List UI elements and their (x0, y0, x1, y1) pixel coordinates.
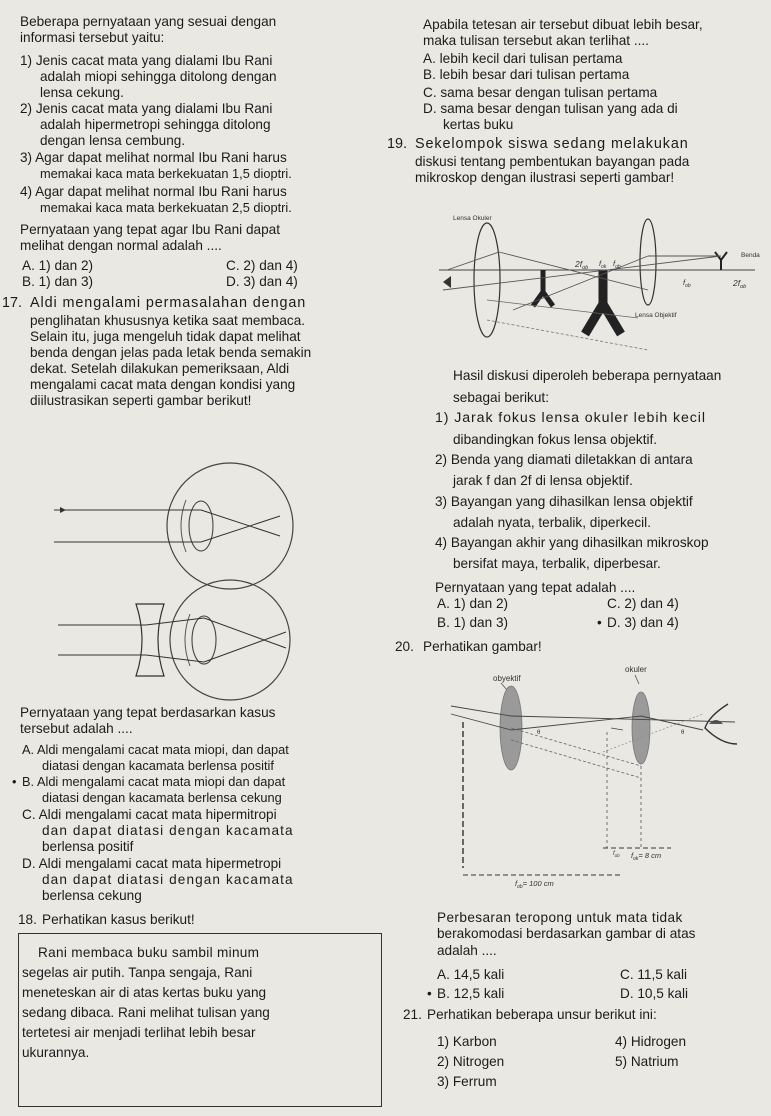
q18-stem-2: maka tulisan tersebut akan terlihat .... (423, 33, 649, 48)
q16-option-c[interactable]: C. 2) dan 4) (226, 258, 298, 273)
telescope-fok-label: f (631, 851, 634, 860)
q16-item-3b: memakai kaca mata berkekuatan 1,5 dioptri. (40, 166, 292, 181)
microscope-fok-label: f (599, 259, 602, 268)
q20-option-c[interactable]: C. 11,5 kali (620, 967, 687, 982)
q19-item-3b: adalah nyata, terbalik, diperkecil. (453, 515, 651, 530)
q19-stem: Pernyataan yang tepat adalah .... (435, 580, 636, 595)
q17-option-d-1[interactable]: D. Aldi mengalami cacat mata hipermetropi (22, 856, 282, 871)
telescope-fob-label: f (515, 879, 518, 888)
q21-title: Perhatikan beberapa unsur berikut ini: (427, 1007, 657, 1022)
microscope-2fob-left-sub: ob (582, 265, 589, 271)
q17-text-7: diilustrasikan seperti gambar berikut! (30, 393, 252, 408)
q18-box-line-6: ukurannya. (22, 1045, 90, 1060)
telescope-objective-label: obyektif (493, 674, 521, 683)
q20-stem-3: adalah .... (437, 943, 497, 958)
q17-option-c-3: berlensa positif (42, 839, 134, 854)
q16-item-2b: adalah hipermetropi sehingga ditolong (40, 117, 271, 132)
q16-item-3a: 3) Agar dapat melihat normal Ibu Rani harus (20, 150, 287, 165)
q19-number: 19. (387, 136, 408, 152)
microscope-2fob-right: 2f (733, 278, 741, 288)
telescope-fob-eq: = 100 cm (522, 879, 554, 888)
q17-option-a-2: diatasi dengan kacamata berlensa positif (42, 758, 274, 773)
q19-text-2: diskusi tentang pembentukan bayangan pada (415, 154, 690, 169)
q17-stem-1: Pernyataan yang tepat berdasarkan kasus (20, 705, 276, 720)
q16-stem-2: melihat dengan normal adalah .... (20, 238, 222, 253)
q18-box-line-5: tertetesi air menjadi terlihat lebih besar (22, 1025, 256, 1040)
q18-option-c[interactable]: C. sama besar dengan tulisan pertama (423, 85, 658, 100)
q18-option-b[interactable]: B. lebih besar dari tulisan pertama (423, 67, 630, 82)
microscope-fob-top-label: f (613, 259, 616, 268)
q16-item-4a: 4) Agar dapat melihat normal Ibu Rani harus (20, 184, 287, 199)
q17-text-2: penglihatan khususnya ketika saat membaca. (30, 313, 306, 328)
q20-option-d[interactable]: D. 10,5 kali (620, 986, 689, 1001)
q18-number: 18. (18, 912, 37, 927)
q19-item-4b: bersifat maya, terbalik, diperbesar. (453, 556, 661, 571)
q20-title: Perhatikan gambar! (423, 639, 542, 654)
q17-option-d-2: dan dapat diatasi dengan kacamata (42, 872, 294, 887)
q16-stem-1: Pernyataan yang tepat agar Ibu Rani dapat (20, 222, 280, 237)
q19-item-3a: 3) Bayangan yang dihasilkan lensa objektif (435, 494, 693, 509)
microscope-2fob-right-sub: ob (740, 284, 747, 290)
q17-number: 17. (2, 295, 23, 311)
q17-option-b-2: diatasi dengan kacamata berlensa cekung (42, 790, 282, 805)
q20-number: 20. (395, 639, 414, 654)
telescope-ocular-label: okuler (625, 665, 647, 674)
microscope-2fob-left: 2f (575, 259, 583, 269)
svg-text:θ: θ (537, 730, 541, 736)
q16-option-d[interactable]: D. 3) dan 4) (226, 274, 298, 289)
microscope-fob-top-sub: ob (615, 264, 621, 270)
q19-item-1b: dibandingkan fokus lensa objektif. (453, 432, 658, 447)
q19-result-1: Hasil diskusi diperoleh beberapa pernyataan (453, 368, 722, 383)
q19-result-2: sebagai berikut: (453, 390, 549, 405)
microscope-fok-sub: ok (601, 264, 607, 270)
microscope-objective-label: Lensa Objektif (635, 312, 677, 319)
q19-item-2a: 2) Benda yang diamati diletakkan di antara (435, 452, 693, 467)
telescope-fob-small-sub: ob (614, 853, 620, 858)
q18-box-line-3: meneteskan air di atas kertas buku yang (22, 985, 267, 1000)
q21-item-5: 5) Natrium (615, 1054, 679, 1069)
q16-item-2c: dengan lensa cembung. (40, 133, 186, 148)
q21-number: 21. (403, 1007, 422, 1022)
q19-option-c[interactable]: C. 2) dan 4) (607, 596, 679, 611)
q17-text-1: Aldi mengalami permasalahan dengan (30, 295, 307, 311)
q18-option-d-cont: kertas buku (443, 117, 514, 132)
q21-item-1: 1) Karbon (437, 1034, 497, 1049)
q16-intro-line-2: informasi tersebut yaitu: (20, 30, 165, 45)
svg-text:fob (613, 851, 620, 858)
q20-option-a[interactable]: A. 14,5 kali (437, 967, 505, 982)
microscope-fob-right-sub: ob (685, 283, 691, 289)
microscope-fob-right-label: f (683, 278, 686, 287)
telescope-fob-small: f (613, 851, 615, 857)
q17-option-c-1[interactable]: C. Aldi mengalami cacat mata hipermitropi (22, 807, 277, 822)
svg-text:fok= 8 cm (631, 851, 661, 862)
q16-option-a[interactable]: A. 1) dan 2) (22, 258, 94, 273)
q20-stem-1: Perbesaran teropong untuk mata tidak (437, 910, 683, 925)
telescope-fob-sub: ob (517, 884, 523, 890)
microscope-ocular-label: Lensa Okuler (453, 215, 492, 222)
q16-option-b[interactable]: B. 1) dan 3) (22, 274, 94, 289)
q18-stem-1: Apabila tetesan air tersebut dibuat lebih besar, (423, 17, 703, 32)
q19-option-b[interactable]: B. 1) dan 3) (437, 615, 509, 630)
q16-item-1a: 1) Jenis cacat mata yang dialami Ibu Rani (20, 53, 273, 68)
q19-text-1: Sekelompok siswa sedang melakukan (415, 136, 689, 152)
q20-stem-2: berakomodasi berdasarkan gambar di atas (437, 926, 696, 941)
q17-text-3: Selain itu, juga mengeluh tidak dapat melihat (30, 329, 301, 344)
q18-box-line-2: segelas air putih. Tanpa sengaja, Rani (22, 965, 253, 980)
q18-option-a[interactable]: A. lebih kecil dari tulisan pertama (423, 51, 623, 66)
q18-option-d[interactable]: D. sama besar dengan tulisan yang ada di (423, 101, 678, 116)
q17-stem-2: tersebut adalah .... (20, 721, 133, 736)
q18-box-line-1: Rani membaca buku sambil minum (38, 945, 260, 960)
microscope-object-label: Benda (741, 252, 760, 259)
q21-item-3: 3) Ferrum (437, 1074, 497, 1089)
q17-text-5: dekat. Setelah dilakukan pemeriksaan, Aldi (30, 361, 290, 376)
q21-item-2: 2) Nitrogen (437, 1054, 505, 1069)
telescope-fok-eq: = 8 cm (638, 851, 662, 860)
q20-option-b[interactable]: • B. 12,5 kali (437, 986, 504, 1002)
q16-item-4b: memakai kaca mata berkekuatan 2,5 dioptri. (40, 200, 292, 215)
q16-item-1b: adalah miopi sehingga ditolong dengan (40, 69, 277, 84)
svg-text:θ: θ (681, 730, 685, 736)
q17-option-a-1[interactable]: A. Aldi mengalami cacat mata miopi, dan dapat (22, 742, 289, 757)
q16-item-1c: lensa cekung. (40, 85, 124, 100)
q17-text-4: benda dengan jelas pada letak benda semakin (30, 345, 312, 360)
q18-box-line-4: sedang dibaca. Rani melihat tulisan yang (22, 1005, 270, 1020)
telescope-fok-sub: ok (633, 856, 639, 862)
q18-title: Perhatikan kasus berikut! (42, 912, 195, 927)
q17-option-c-2: dan dapat diatasi dengan kacamata (42, 823, 294, 838)
q17-text-6: mengalami cacat mata dengan kondisi yang (30, 377, 296, 392)
q21-item-4: 4) Hidrogen (615, 1034, 687, 1049)
q19-item-2b: jarak f dan 2f di lensa objektif. (453, 473, 633, 488)
q17-option-d-3: berlensa cekung (42, 888, 142, 903)
q17-option-b-1[interactable]: • B. Aldi mengalami cacat mata miopi dan dapat (22, 774, 285, 790)
q16-item-2a: 2) Jenis cacat mata yang dialami Ibu Rani (20, 101, 273, 116)
q19-option-d[interactable]: • D. 3) dan 4) (607, 615, 679, 631)
q16-intro-line-1: Beberapa pernyataan yang sesuai dengan (20, 14, 277, 29)
q19-text-3: mikroskop dengan ilustrasi seperti gambar! (415, 170, 675, 185)
q19-option-a[interactable]: A. 1) dan 2) (437, 596, 509, 611)
svg-text:fob= 100 cm (515, 879, 554, 890)
q19-item-1a: 1) Jarak fokus lensa okuler lebih kecil (435, 410, 706, 426)
q19-item-4a: 4) Bayangan akhir yang dihasilkan mikroskop (435, 535, 709, 550)
